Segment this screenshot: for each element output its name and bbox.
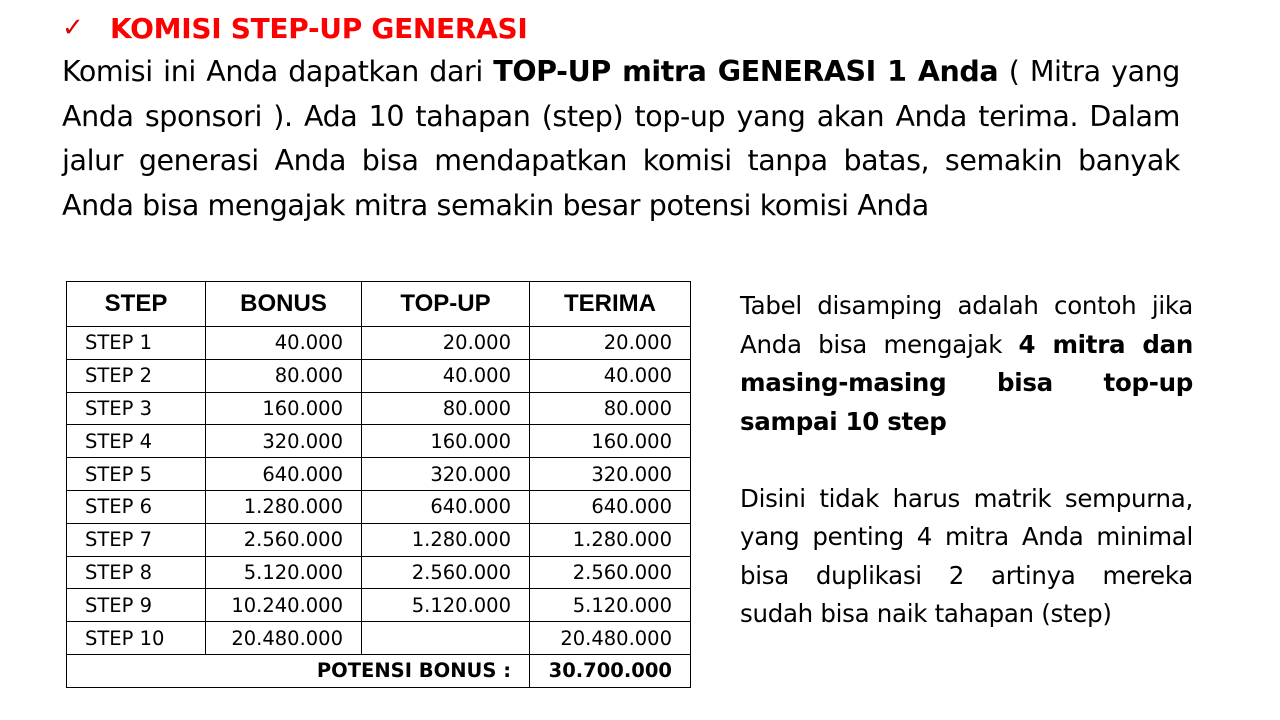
bonus-cell: 640.000 <box>206 458 362 491</box>
table-row <box>67 622 691 655</box>
table-row <box>67 425 691 458</box>
top-up-cell: 40.000 <box>362 359 530 392</box>
bonus-cell: 5.120.000 <box>206 556 362 589</box>
header-terima: TERIMA <box>530 282 691 327</box>
side-paragraph-matrix: Disini tidak harus matrik sempurna, yang penting 4 mitra Anda minimal bisa duplikasi 2 artinya mereka sudah bisa naik tahapan (step) <box>740 483 1193 628</box>
table-header-row <box>67 282 691 327</box>
table-row <box>67 556 691 589</box>
top-up-cell: 1.280.000 <box>362 523 530 556</box>
potensi-bonus-label: POTENSI BONUS : <box>67 654 530 687</box>
table-row <box>67 392 691 425</box>
top-up-cell: 20.000 <box>362 327 530 360</box>
step-cell: STEP 3 <box>67 392 206 425</box>
top-up-cell: 160.000 <box>362 425 530 458</box>
step-cell: STEP 5 <box>67 458 206 491</box>
side-text-start: Tabel disamping adalah contoh jika Anda bisa mengajak <box>740 291 1193 359</box>
step-cell: STEP 4 <box>67 425 206 458</box>
step-cell: STEP 9 <box>67 589 206 622</box>
step-cell: STEP 7 <box>67 523 206 556</box>
intro-text-start: Komisi ini Anda dapatkan dari <box>62 55 494 88</box>
terima-cell: 1.280.000 <box>530 523 691 556</box>
bonus-cell: 1.280.000 <box>206 490 362 523</box>
top-up-cell: 320.000 <box>362 458 530 491</box>
intro-text-end: ( Mitra yang Anda sponsori ). Ada 10 tahapan (step) top-up yang akan Anda terima. Dalam jalur generasi Anda bisa mendapatkan komisi tanpa batas, semakin banyak Anda bisa mengajak mitra semakin besar potensi komisi Anda <box>62 55 1181 222</box>
top-up-cell <box>362 622 530 655</box>
side-bold-text: 4 mitra dan masing-masing bisa top-up sampai 10 step <box>740 329 1193 436</box>
bonus-cell: 10.240.000 <box>206 589 362 622</box>
section-title: KOMISI STEP-UP GENERASI <box>110 11 528 45</box>
bonus-cell: 40.000 <box>206 327 362 360</box>
terima-cell: 320.000 <box>530 458 691 491</box>
table-row <box>67 490 691 523</box>
step-cell: STEP 8 <box>67 556 206 589</box>
header-top-up: TOP-UP <box>362 282 530 327</box>
header-bonus: BONUS <box>206 282 362 327</box>
table-row <box>67 589 691 622</box>
terima-cell: 20.000 <box>530 327 691 360</box>
table-row <box>67 523 691 556</box>
step-cell: STEP 6 <box>67 490 206 523</box>
bonus-cell: 2.560.000 <box>206 523 362 556</box>
table-row <box>67 458 691 491</box>
side-note <box>740 287 1193 634</box>
side-paragraph-example <box>740 287 1193 441</box>
top-up-cell: 80.000 <box>362 392 530 425</box>
check-icon: ✓ <box>62 13 84 43</box>
terima-cell: 80.000 <box>530 392 691 425</box>
top-up-cell: 640.000 <box>362 490 530 523</box>
terima-cell: 640.000 <box>530 490 691 523</box>
terima-cell: 160.000 <box>530 425 691 458</box>
terima-cell: 20.480.000 <box>530 622 691 655</box>
step-cell: STEP 2 <box>67 359 206 392</box>
step-cell: STEP 1 <box>67 327 206 360</box>
total-row <box>67 654 691 687</box>
bonus-cell: 80.000 <box>206 359 362 392</box>
top-up-cell: 5.120.000 <box>362 589 530 622</box>
table-row <box>67 327 691 360</box>
top-up-cell: 2.560.000 <box>362 556 530 589</box>
commission-table <box>66 281 691 688</box>
bonus-cell: 20.480.000 <box>206 622 362 655</box>
bonus-cell: 320.000 <box>206 425 362 458</box>
section-heading <box>62 8 528 48</box>
terima-cell: 2.560.000 <box>530 556 691 589</box>
terima-cell: 5.120.000 <box>530 589 691 622</box>
step-cell: STEP 10 <box>67 622 206 655</box>
header-step: STEP <box>67 282 206 327</box>
bonus-cell: 160.000 <box>206 392 362 425</box>
intro-bold-text: TOP-UP mitra GENERASI 1 Anda <box>493 55 999 88</box>
potensi-bonus-value: 30.700.000 <box>530 654 691 687</box>
intro-paragraph <box>62 50 1180 228</box>
table-row <box>67 359 691 392</box>
terima-cell: 40.000 <box>530 359 691 392</box>
